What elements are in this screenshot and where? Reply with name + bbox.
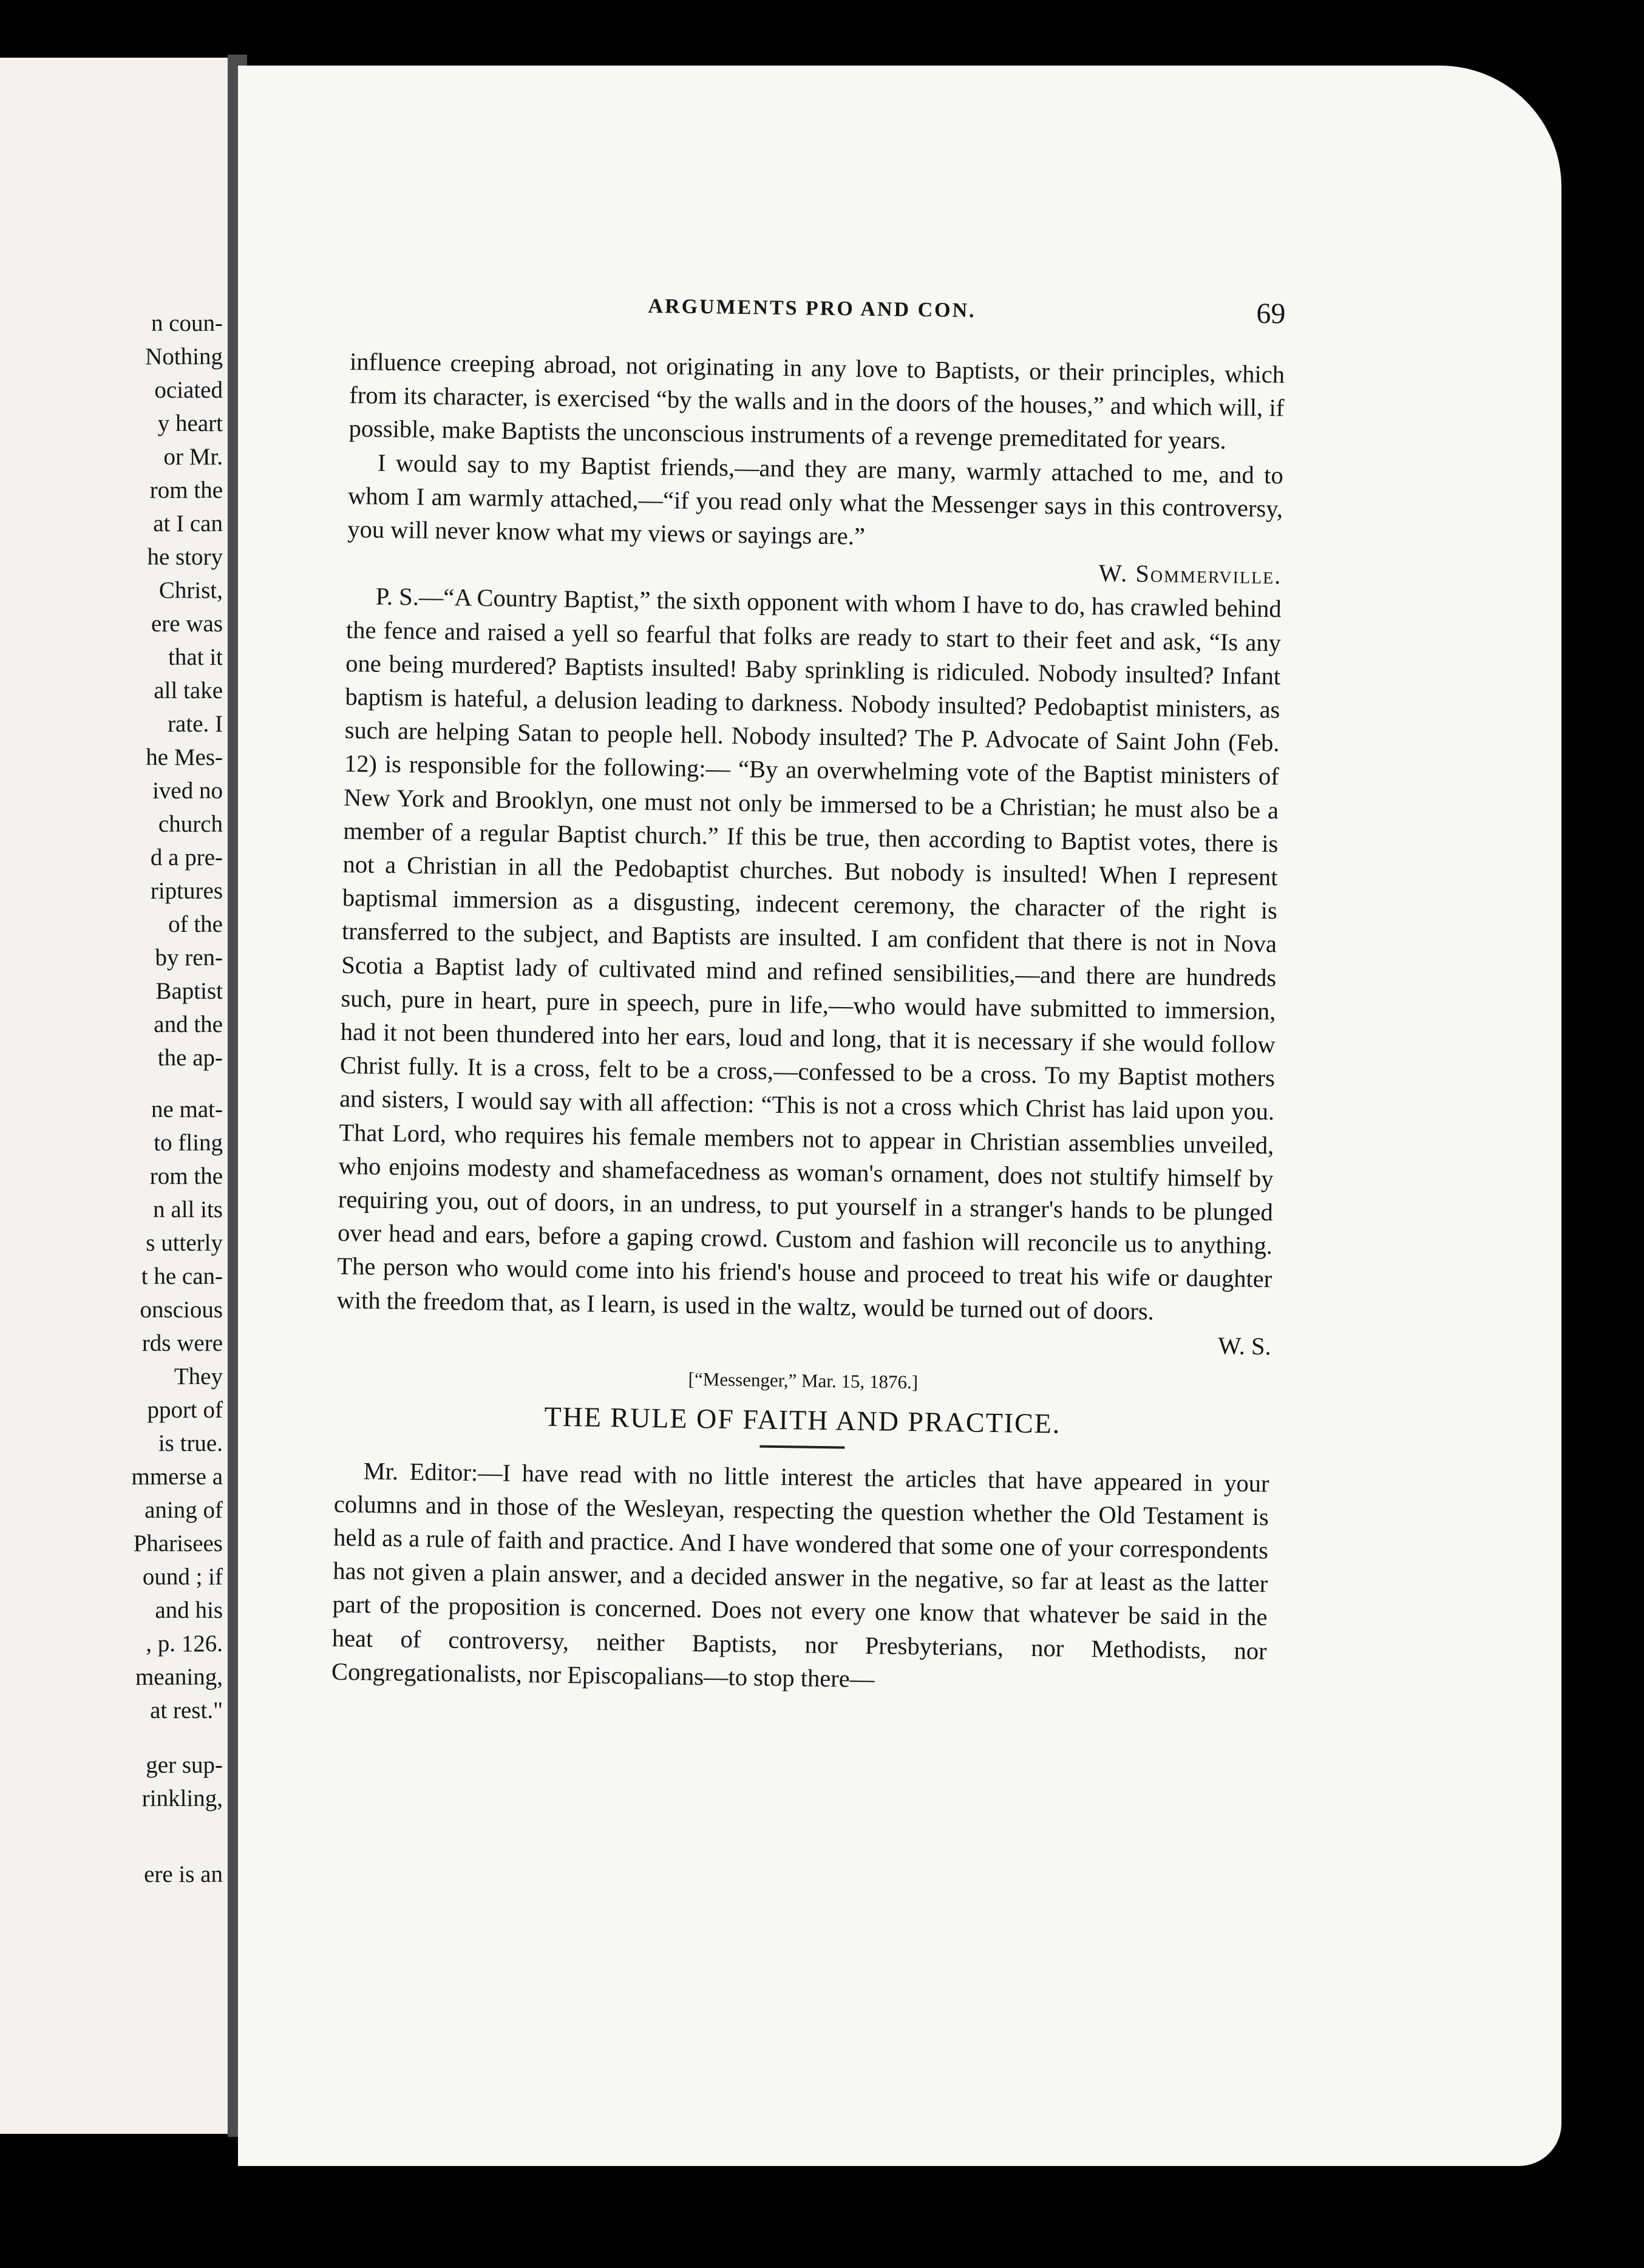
left-page-line-fragment: d a pre- bbox=[150, 844, 223, 871]
page-number: 69 bbox=[1256, 297, 1286, 330]
left-page-line-fragment: pport of bbox=[147, 1397, 223, 1423]
left-page-line-fragment: ere was bbox=[151, 611, 223, 637]
left-page-line-fragment: by ren- bbox=[155, 945, 223, 971]
left-page-line-fragment: rinkling, bbox=[141, 1785, 223, 1811]
left-page-line-fragment: he story bbox=[147, 544, 223, 570]
left-page-line-fragment: aning of bbox=[144, 1497, 223, 1523]
left-page-line-fragment: onscious bbox=[140, 1297, 223, 1323]
running-title: ARGUMENTS PRO AND CON. bbox=[648, 294, 976, 322]
left-page-line-fragment: of the bbox=[168, 911, 223, 937]
left-page-line-fragment: They bbox=[174, 1363, 223, 1390]
left-page-line-fragment: , p. 126. bbox=[146, 1631, 223, 1657]
article-title: THE RULE OF FAITH AND PRACTICE. bbox=[544, 1401, 1061, 1439]
left-page-line-fragment: mmerse a bbox=[131, 1464, 223, 1490]
left-page-line-fragment: the ap- bbox=[157, 1045, 223, 1071]
left-page-line-fragment: that it bbox=[168, 644, 223, 670]
left-page-line-fragment: Pharisees bbox=[133, 1530, 223, 1557]
signature: W. Sommerville. bbox=[1098, 559, 1282, 589]
left-page-line-fragment: rate. I bbox=[168, 711, 223, 737]
left-page-line-fragment: or Mr. bbox=[163, 444, 223, 470]
left-page-line-fragment: to fling bbox=[154, 1130, 223, 1156]
source-line: [“Messenger,” Mar. 15, 1876.] bbox=[688, 1368, 919, 1393]
friends-paragraph: I would say to my Baptist friends,—and they are many, warmly attached to me, and to whom I am warmly attached,—“if you read only what the Messenger says in this controversy, you will never know what my views or sayings are.” bbox=[347, 449, 1284, 550]
article-paragraph: Mr. Editor:—I have read with no little interest the articles that have appeared in your columns and in those of the Wesleyan, respecting the question whether the Old Testament is held as a rule of faith and practice. And I have wondered that some one of your correspondents has not given a plain answer, and a decided answer in the negative, so far at least as the latter part of the proposition is concerned. Does not every one know that whatever be said in the heat of controversy, neither Baptists, nor Presbyterians, nor Methodists, nor Congregationalists, nor Episcopalians—to stop there— bbox=[331, 1456, 1269, 1693]
left-page-line-fragment: t he can- bbox=[141, 1263, 223, 1289]
title-divider bbox=[759, 1445, 844, 1448]
left-page-line-fragment: rds were bbox=[141, 1330, 223, 1356]
left-page-line-fragment: s utterly bbox=[146, 1230, 223, 1256]
left-page-line-fragment: church bbox=[158, 811, 223, 837]
left-page-line-fragment: ger sup- bbox=[146, 1752, 223, 1778]
left-page-line-fragment: ound ; if bbox=[142, 1564, 223, 1590]
left-page-line-fragment: Baptist bbox=[155, 978, 223, 1004]
left-page-line-fragment: and the bbox=[154, 1011, 223, 1037]
left-page-line-fragment: riptures bbox=[150, 878, 223, 904]
left-page-line-fragment: ere is an bbox=[144, 1861, 223, 1887]
continuation-paragraph: influence creeping abroad, not originating in any love to Baptists, or their principles, which from its character, is exercised “by the walls and in the doors of the houses,” and which will, if possible, make Baptists the unconscious instruments of a revenge premeditated for years. bbox=[348, 347, 1285, 455]
left-page-line-fragment: n coun- bbox=[151, 310, 223, 336]
left-page-line-fragment: at rest." bbox=[150, 1697, 223, 1723]
left-page-line-fragment: meaning, bbox=[135, 1664, 223, 1690]
left-page-line-fragment: ociated bbox=[154, 377, 223, 403]
left-page-line-fragment: at I can bbox=[153, 511, 223, 537]
page-content bbox=[331, 285, 1286, 1701]
left-page-line-fragment: is true. bbox=[158, 1430, 223, 1456]
left-page-line-fragment: ived no bbox=[152, 778, 223, 804]
left-page-line-fragment: all take bbox=[154, 677, 223, 704]
left-page-line-fragment: he Mes- bbox=[146, 744, 223, 770]
left-page-line-fragment: rom the bbox=[149, 1163, 223, 1189]
left-page-line-fragment: Christ, bbox=[158, 577, 223, 603]
left-page-line-fragment: n all its bbox=[153, 1197, 223, 1223]
left-page-line-fragment: rom the bbox=[149, 477, 223, 503]
left-page-line-fragment: ne mat- bbox=[151, 1096, 223, 1122]
left-page-line-fragment: Nothing bbox=[145, 344, 223, 370]
left-page bbox=[0, 58, 228, 2134]
left-page-line-fragment: and his bbox=[155, 1597, 223, 1623]
left-page-line-fragment: y heart bbox=[157, 410, 223, 436]
postscript-signature: W. S. bbox=[1218, 1332, 1272, 1360]
postscript-paragraph: P. S.—“A Country Baptist,” the sixth opponent with whom I have to do, has crawled behind the fence and raised a yell so fearful that folks are ready to start to their feet and ask, “Is any one being murdered? Baptists insulted! Baby sprinkling is ridiculed. Nobody insulted? Infant baptism is hateful, a delusion leading to darkness. Nobody insulted? Pedobaptist ministers, as such are helping Satan to people hell. Nobody insulted? The P. Advocate of Saint John (Feb. 12) is responsible for the following:— “By an overwhelming vote of the Baptist ministers of New York and Brooklyn, one must not only be immersed to be a Christian; he must also be a member of a regular Baptist church.” If this be true, then according to Baptist votes, there is not a Christian in all the Pedobaptist churches. But nobody is insulted! When I represent baptismal immersion as a disgusting, indecent ceremony, the character of the right is transferred to the subject, and Baptists are insulted. I am confident that there is not in Nova Scotia a Baptist lady of cultivated mind and refined sensibilities,—and there are hundreds such, pure in heart, pure in speech, pure in life,—who would have submitted to immersion, had it not been thundered into her ears, loud and long, that it is necessary if she would follow Christ fully. It is a cross, felt to be a cross,—confessed to be a cross. To my Baptist mothers and sisters, I would say with all affection: “This is not a cross which Christ has laid upon you. That Lord, who requires his female members not to appear in Christian assemblies unveiled, who enjoins modesty and shamefacedness as woman's ornament, does not stultify himself by requiring you, out of doors, in an undress, to put yourself in a stranger's hands to be plunged over head and ears, before a gaping crowd. Custom and fashion will reconcile us to anything. The person who would come into his friend's house and proceed to treat his wife or daughter with the freedom that, as I learn, is used in the waltz, would be turned out of doors. bbox=[336, 583, 1282, 1325]
